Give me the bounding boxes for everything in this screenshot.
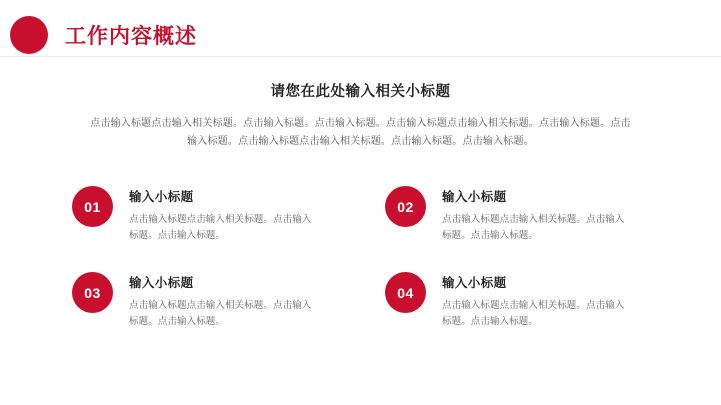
item-description: 点击输入标题点击输入相关标题。点击输入标题。点击输入标题。 [129,214,312,242]
item-number-badge: 02 [385,186,426,227]
item-number-badge: 04 [385,272,426,313]
header-divider [0,56,721,57]
intro-block [60,80,661,150]
item-text [442,186,627,244]
item-description: 点击输入标题点击输入相关标题。点击输入标题。点击输入标题。 [129,300,312,328]
slide-header [0,14,197,56]
item-title: 输入小标题 [442,190,507,204]
list-item[interactable] [72,272,339,330]
item-text [129,186,314,244]
intro-body: 点击输入标题点击输入相关标题。点击输入标题。点击输入标题。点击输入标题点击输入相关标题。点击输入标题。点击输入标题。点击输入标题点击输入相关标题。点击输入标题。点击输入标题。 [90,118,631,147]
item-title: 输入小标题 [129,190,194,204]
list-item[interactable] [72,186,339,244]
item-description: 点击输入标题点击输入相关标题。点击输入标题。点击输入标题。 [442,300,625,328]
accent-circle-icon [10,16,48,54]
item-description: 点击输入标题点击输入相关标题。点击输入标题。点击输入标题。 [442,214,625,242]
list-item[interactable] [385,272,652,330]
intro-title: 请您在此处输入相关小标题 [270,84,451,100]
list-item[interactable] [385,186,652,244]
page-title: 工作内容概述 [65,25,197,48]
item-title: 输入小标题 [442,276,507,291]
item-text [129,272,314,330]
item-text [442,272,627,330]
item-title: 输入小标题 [129,276,194,291]
items-grid [72,186,652,331]
item-number-badge: 03 [72,272,113,313]
item-number-badge: 01 [72,186,113,227]
